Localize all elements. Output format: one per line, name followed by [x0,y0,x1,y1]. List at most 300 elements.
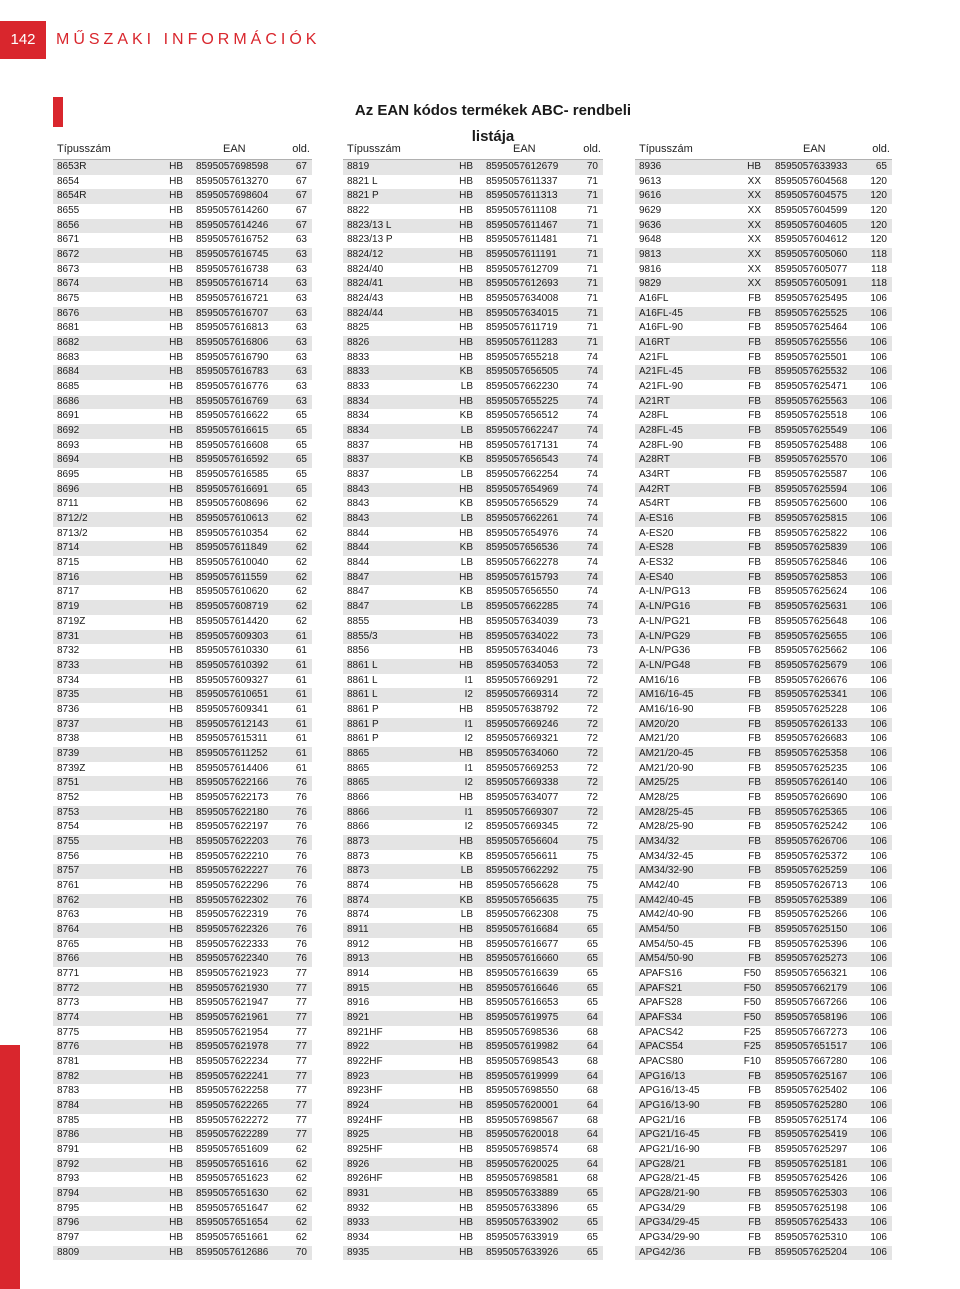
table-row [635,219,892,234]
cell-ean: 8595057634008 [486,293,559,305]
cell-mark: HB [169,337,183,349]
table-row [343,321,603,336]
cell-ean: 8595057625853 [775,571,848,583]
cell-mark: HB [459,615,473,627]
cell-page: 62 [295,1232,307,1244]
table-row [635,321,892,336]
table-row [53,1158,312,1173]
table-row [635,1128,892,1143]
cell-type: AM28/25-90 [639,821,694,833]
cell-page: 65 [875,161,887,172]
table-row [635,189,892,204]
cell-ean: 8595057698581 [486,1173,559,1185]
cell-ean: 8595057625549 [775,425,848,437]
cell-type: 8866 [347,806,370,818]
header-page: old. [583,143,601,155]
cell-type: 8843 [347,498,370,510]
cell-ean: 8595057625280 [775,1100,848,1111]
cell-ean: 8595057621961 [196,1011,269,1023]
cell-page: 106 [870,381,887,393]
cell-ean: 8595057625174 [775,1114,848,1126]
cell-ean: 8595057654969 [486,483,559,495]
cell-type: 9648 [639,234,662,246]
cell-type: 8844 [347,527,370,539]
cell-type: 8824/44 [347,307,384,319]
cell-mark: FB [748,645,761,657]
cell-ean: 8595057611313 [486,190,558,202]
cell-ean: 8595057616745 [196,249,269,261]
cell-type: 8934 [347,1232,370,1244]
cell-type: A16RT [639,337,670,349]
cell-page: 71 [586,278,598,290]
table-row [635,439,892,454]
cell-mark: F25 [743,1041,761,1053]
table-row [343,879,603,894]
cell-page: 106 [870,777,887,789]
table-body [635,159,892,1260]
cell-ean: 8595057662254 [486,469,559,481]
cell-ean: 8595057625518 [775,410,848,422]
table-row [343,776,603,791]
cell-mark: HB [169,953,183,965]
cell-type: A-LN/PG48 [639,659,691,671]
cell-type: 8692 [57,425,80,437]
cell-page: 106 [870,630,887,642]
cell-page: 106 [870,747,887,759]
cell-ean: 8595057626713 [775,879,848,891]
cell-mark: I2 [464,733,473,745]
cell-mark: HB [169,425,183,437]
cell-page: 72 [586,762,598,774]
table-row [343,160,603,175]
cell-page: 68 [586,1055,598,1067]
cell-page: 61 [295,645,307,657]
cell-mark: HB [169,689,183,701]
cell-ean: 8595057662308 [486,909,559,921]
table-row [53,453,312,468]
cell-type: A-LN/PG13 [639,586,691,598]
cell-page: 65 [295,439,307,451]
cell-page: 106 [870,879,887,891]
cell-type: APG34/29-90 [639,1232,700,1244]
cell-type: A-LN/PG36 [639,645,691,657]
cell-mark: HB [459,1114,473,1126]
cell-ean: 8595057614420 [196,615,269,627]
cell-ean: 8595057622173 [196,791,269,803]
cell-ean: 8595057626676 [775,674,848,686]
cell-ean: 8595057634077 [486,791,559,803]
cell-ean: 8595057656529 [486,498,559,510]
table-row [635,996,892,1011]
table-row [53,1187,312,1202]
table-row [635,175,892,190]
cell-mark: HB [169,865,183,877]
cell-page: 118 [871,263,887,275]
cell-type: 8764 [57,923,80,935]
cell-ean: 8595057626133 [775,718,848,730]
cell-mark: HB [459,234,473,246]
cell-ean: 8595057625648 [775,615,848,627]
table-row [635,1114,892,1129]
cell-type: 8752 [57,791,80,803]
cell-type: 8822 [347,205,370,217]
cell-type: 8834 [347,425,370,437]
cell-type: AM42/40-90 [639,909,694,921]
cell-type: 8819 [347,161,370,172]
cell-ean: 8595057669345 [486,821,559,833]
cell-mark: KB [459,410,473,422]
table-row [635,571,892,586]
cell-ean: 8595057667273 [775,1026,848,1038]
cell-mark: HB [169,410,183,422]
cell-mark: HB [169,1202,183,1214]
cell-ean: 8595057622333 [196,938,269,950]
cell-type: 8794 [57,1188,80,1200]
table-row [343,263,603,278]
cell-mark: HB [459,938,473,950]
cell-type: 8716 [57,571,80,583]
table-row [53,336,312,351]
table-row [53,923,312,938]
header-ean: EAN [513,143,536,155]
cell-type: 8796 [57,1217,80,1229]
table-row [635,718,892,733]
cell-type: 8761 [57,879,80,891]
cell-page: 76 [295,865,307,877]
table-row [635,732,892,747]
cell-type: 8656 [57,219,80,231]
cell-type: 8824/40 [347,263,384,275]
cell-ean: 8595057625679 [775,659,848,671]
table-row [635,277,892,292]
cell-ean: 8595057616646 [486,982,559,994]
cell-ean: 8595057634046 [486,645,559,657]
cell-page: 106 [870,1070,887,1082]
cell-ean: 8595057625624 [775,586,848,598]
cell-page: 106 [870,923,887,935]
table-row [635,1246,892,1261]
cell-page: 75 [586,894,598,906]
table-row [343,791,603,806]
cell-ean: 8595057616653 [486,997,559,1009]
cell-page: 106 [870,791,887,803]
cell-page: 106 [870,1232,887,1244]
cell-mark: LB [460,425,473,437]
cell-ean: 8595057662230 [486,381,559,393]
cell-mark: HB [459,351,473,363]
cell-ean: 8595057616615 [196,425,269,437]
cell-ean: 8595057625402 [775,1085,848,1097]
cell-page: 106 [870,469,887,481]
cell-mark: FB [748,953,761,965]
section-title: MŰSZAKI INFORMÁCIÓK [56,31,321,48]
table-row [343,659,603,674]
cell-mark: LB [460,865,473,877]
cell-page: 62 [295,1158,307,1170]
cell-page: 77 [295,982,307,994]
table-row [53,952,312,967]
table-row [53,688,312,703]
table-row [635,424,892,439]
cell-ean: 8595057625532 [775,366,848,378]
table-row [343,835,603,850]
table-row [635,659,892,674]
cell-page: 75 [586,850,598,862]
cell-mark: HB [169,879,183,891]
cell-type: APACS42 [639,1026,684,1038]
cell-type: 8847 [347,571,370,583]
cell-page: 106 [870,439,887,451]
cell-page: 62 [295,1217,307,1229]
cell-mark: F50 [743,997,761,1009]
cell-ean: 8595057622197 [196,821,269,833]
cell-type: 8923HF [347,1085,383,1097]
cell-type: 8711 [57,498,79,510]
cell-page: 70 [586,161,598,172]
table-row [635,380,892,395]
cell-type: 8824/41 [347,278,384,290]
cell-ean: 8595057610330 [196,645,269,657]
table-row [635,1158,892,1173]
table-row [635,644,892,659]
cell-mark: FB [748,425,761,437]
cell-ean: 8595057625655 [775,630,848,642]
cell-mark: HB [169,1129,183,1141]
cell-mark: HB [459,190,473,202]
table-row [343,1040,603,1055]
cell-page: 77 [295,1041,307,1053]
cell-type: 9613 [639,175,662,187]
table-row [343,585,603,600]
cell-ean: 8595057698543 [486,1055,559,1067]
cell-mark: HB [459,1041,473,1053]
table-row [635,982,892,997]
ean-table-1 [53,139,312,1260]
cell-type: 8935 [347,1246,370,1258]
cell-mark: HB [169,190,183,202]
cell-type: A-ES20 [639,527,674,539]
table-row [635,630,892,645]
cell-mark: FB [748,747,761,759]
table-row [53,1040,312,1055]
cell-mark: HB [459,1070,473,1082]
cell-mark: HB [169,1070,183,1082]
cell-ean: 8595057625228 [775,703,848,715]
cell-type: A-ES28 [639,542,674,554]
cell-page: 71 [586,322,598,334]
cell-mark: FB [748,1173,761,1185]
cell-ean: 8595057616769 [196,395,269,407]
cell-type: 8826 [347,337,370,349]
cell-mark: HB [169,1158,183,1170]
table-row [53,468,312,483]
table-row [635,923,892,938]
cell-mark: HB [169,175,183,187]
cell-ean: 8595057616684 [486,923,559,935]
table-row [343,1026,603,1041]
cell-page: 67 [295,219,307,231]
cell-mark: HB [459,630,473,642]
table-row [53,541,312,556]
cell-type: A-LN/PG16 [639,601,691,613]
cell-ean: 8595057605091 [775,278,848,290]
cell-page: 72 [586,747,598,759]
cell-mark: FB [748,601,761,613]
cell-mark: I2 [464,777,473,789]
cell-page: 106 [870,1188,887,1200]
table-row [343,424,603,439]
cell-type: A21FL [639,351,669,363]
cell-page: 106 [870,454,887,466]
cell-page: 75 [586,835,598,847]
cell-ean: 8595057698604 [196,190,269,202]
table-row [635,1231,892,1246]
cell-type: 8924 [347,1100,370,1111]
cell-type: 9829 [639,278,662,290]
cell-ean: 8595057622227 [196,865,269,877]
cell-mark: HB [169,1114,183,1126]
cell-page: 106 [870,1144,887,1156]
cell-mark: FB [748,659,761,671]
cell-type: 8926 [347,1158,370,1170]
cell-type: 8751 [57,777,80,789]
table-row [53,277,312,292]
cell-page: 76 [295,835,307,847]
table-row [53,497,312,512]
cell-page: 106 [870,293,887,305]
table-row [635,1040,892,1055]
cell-type: 8833 [347,381,370,393]
cell-page: 77 [295,1100,307,1111]
table-row [343,806,603,821]
cell-mark: FB [748,909,761,921]
cell-type: APG34/29-45 [639,1217,700,1229]
cell-page: 106 [870,395,887,407]
cell-type: 8755 [57,835,80,847]
cell-ean: 8595057654976 [486,527,559,539]
cell-mark: HB [459,1188,473,1200]
cell-page: 63 [295,366,307,378]
cell-type: 8737 [57,718,80,730]
cell-type: 8731 [57,630,80,642]
cell-page: 67 [295,205,307,217]
cell-ean: 8595057656536 [486,542,559,554]
cell-type: 8834 [347,410,370,422]
cell-ean: 8595057625525 [775,307,848,319]
cell-page: 77 [295,967,307,979]
cell-ean: 8595057625815 [775,513,848,525]
cell-page: 106 [870,1173,887,1185]
cell-mark: HB [169,659,183,671]
cell-type: AM20/20 [639,718,680,730]
cell-ean: 8595057656604 [486,835,559,847]
table-row [343,1011,603,1026]
table-row [343,468,603,483]
cell-ean: 8595057656543 [486,454,559,466]
cell-ean: 8595057669253 [486,762,559,774]
cell-ean: 8595057610620 [196,586,269,598]
cell-ean: 8595057621954 [196,1026,269,1038]
cell-type: 8866 [347,821,370,833]
cell-page: 76 [295,791,307,803]
cell-mark: FB [748,483,761,495]
cell-type: AM28/25-45 [639,806,694,818]
cell-mark: F50 [743,982,761,994]
cell-ean: 8595057633889 [486,1188,559,1200]
cell-mark: HB [169,982,183,994]
cell-mark: HB [459,967,473,979]
cell-page: 106 [870,953,887,965]
cell-mark: HB [169,601,183,613]
cell-mark: FB [748,586,761,598]
cell-ean: 8595057625358 [775,747,848,759]
table-row [53,747,312,762]
cell-mark: KB [459,454,473,466]
cell-page: 76 [295,850,307,862]
cell-ean: 8595057656512 [486,410,559,422]
table-row [53,1084,312,1099]
cell-mark: FB [748,718,761,730]
cell-ean: 8595057634022 [486,630,559,642]
table-row [343,248,603,263]
table-row [53,248,312,263]
header-page: old. [292,143,310,155]
cell-type: 8865 [347,762,370,774]
cell-type: 8756 [57,850,80,862]
cell-page: 74 [586,410,598,422]
cell-ean: 8595057662179 [775,982,848,994]
cell-type: 8865 [347,747,370,759]
table-row [53,351,312,366]
cell-type: 8775 [57,1026,80,1038]
cell-mark: FB [748,894,761,906]
table-row [635,952,892,967]
cell-page: 72 [586,659,598,671]
cell-ean: 8595057616721 [196,293,269,305]
cell-type: 8861 P [347,703,379,715]
cell-type: A28FL [639,410,669,422]
cell-mark: XX [747,234,761,246]
cell-mark: FB [748,351,761,363]
cell-ean: 8595057622203 [196,835,269,847]
cell-page: 74 [586,366,598,378]
cell-type: AM28/25 [639,791,680,803]
cell-type: AM34/32 [639,835,680,847]
cell-page: 71 [586,234,598,246]
table-row [635,1099,892,1114]
table-row [53,879,312,894]
cell-type: AM21/20-45 [639,747,694,759]
table-row [343,615,603,630]
cell-ean: 8595057667280 [775,1055,848,1067]
cell-page: 74 [586,601,598,613]
cell-page: 74 [586,439,598,451]
cell-page: 106 [870,1114,887,1126]
cell-page: 71 [586,219,598,231]
cell-type: 8861 P [347,718,379,730]
table-row [635,1055,892,1070]
cell-mark: HB [459,1217,473,1229]
cell-mark: HB [169,821,183,833]
cell-page: 106 [870,586,887,598]
cell-page: 62 [295,527,307,539]
cell-page: 63 [295,278,307,290]
cell-ean: 8595057622302 [196,894,269,906]
cell-type: 8717 [57,586,80,598]
table-row [53,409,312,424]
cell-page: 106 [870,997,887,1009]
cell-page: 67 [295,161,307,172]
